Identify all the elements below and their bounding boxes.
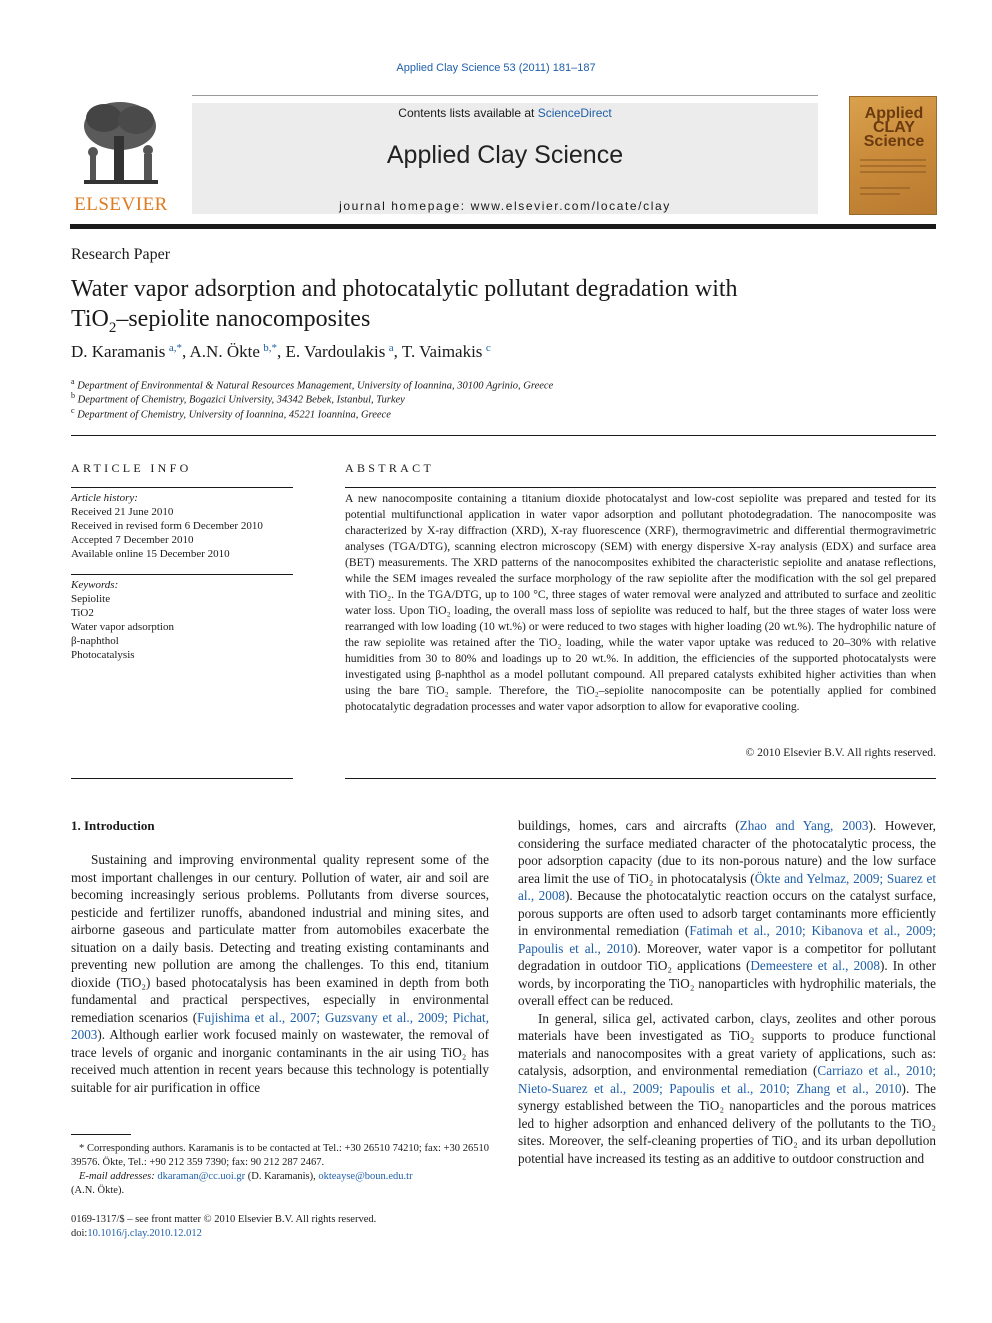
article-info-heading: ARTICLE INFO <box>71 461 192 475</box>
cover-decoration <box>860 171 926 173</box>
body-text: ). Moreover, water vapor is a competitor for pollutant degradation in outdoor TiO₂ applications ( <box>518 940 936 973</box>
citation-link[interactable]: Demeestere et al., 2008 <box>750 958 880 973</box>
body-text: ). In other words, by incorporating the TiO₂ nanoparticles with hydrophilic materials, the overall effect can be reduced. <box>518 958 936 1008</box>
email-line <box>71 1170 489 1198</box>
keyword: β-naphthol <box>71 635 119 647</box>
citation-link[interactable]: Carriazo et al., 2010; Nieto-Suarez et al., 2009; Papoulis et al., 2010; Zhang et al., 2010 <box>518 1063 936 1096</box>
history-item: Received in revised form 6 December 2010 <box>71 520 263 532</box>
history-item: Received 21 June 2010 <box>71 506 174 518</box>
title-line-2 <box>71 304 871 343</box>
body-text: ). The synergy established between the TiO₂ nanoparticles and the porous matrices led to higher adsorption and enhanced delivery of the pollutants to the TiO₂ sites. Moreover, the self-cleaning properties of TiO₂ and its urban depollution potential have increased its testing as an additive to outdoor construction and <box>518 1080 937 1166</box>
body-text: ). However, considering the surface mediated character of the photocatalytic process, the poor adsorption capacity (due to its non-porous nature) and the low surface area limit the use of TiO₂ in photocatalysis ( <box>518 818 936 886</box>
issn-block <box>71 1213 376 1241</box>
author-affiliation-mark[interactable]: a,* <box>168 342 182 354</box>
author-name[interactable]: D. Karamanis <box>71 342 166 361</box>
tree-logo-icon <box>70 96 172 192</box>
elsevier-logo <box>70 96 172 214</box>
title-subscript: 2 <box>108 319 117 336</box>
title-line-1: Water vapor adsorption and photocatalytic pollutant degradation with <box>71 276 738 302</box>
abstract-rule <box>345 487 936 488</box>
title-divider <box>71 435 936 436</box>
article-title <box>71 274 871 343</box>
publisher-name: ELSEVIER <box>74 194 168 215</box>
sciencedirect-link[interactable]: ScienceDirect <box>537 106 612 120</box>
contents-prefix: Contents lists available at <box>398 106 538 120</box>
doi-line <box>71 1227 376 1241</box>
cover-decoration <box>860 159 926 161</box>
paragraph <box>518 817 936 1010</box>
keyword: TiO2 <box>71 607 94 619</box>
abstract-heading: ABSTRACT <box>345 461 435 475</box>
intro-right-column <box>518 817 936 1167</box>
header-top-rule <box>192 95 818 96</box>
title-suffix: –sepiolite nanocomposites <box>116 306 371 332</box>
email-owner: (A.N. Ökte). <box>71 1185 125 1196</box>
article-type: Research Paper <box>71 246 171 263</box>
doi-label: doi: <box>71 1228 88 1239</box>
info-rule <box>71 487 293 488</box>
info-bottom-rule <box>71 778 293 779</box>
cover-decoration <box>860 193 900 195</box>
intro-left-column <box>71 851 489 1096</box>
cover-title: Applied CLAY Science <box>863 105 925 150</box>
title-tio: TiO <box>71 306 109 332</box>
email-link[interactable]: dkaraman@cc.uoi.gr <box>157 1171 246 1182</box>
corresponding-note: * Corresponding authors. Karamanis is to be contacted at Tel.: +30 26510 74210; fax: +30 26510 39576. Ökte, Tel.: +90 212 359 7390; fax: 90 212 287 2467. <box>71 1143 489 1168</box>
affiliation-text: Department of Chemistry, University of Ioannina, 45221 Ioannina, Greece <box>77 409 391 421</box>
front-matter-note: 0169-1317/$ – see front matter © 2010 Elsevier B.V. All rights reserved. <box>71 1214 377 1225</box>
citation-link[interactable]: Fatimah et al., 2010; Kibanova et al., 2009; Papoulis et al., 2010 <box>518 923 936 956</box>
history-item: Available online 15 December 2010 <box>71 548 230 560</box>
body-text: Sustaining and improving environmental quality represent some of the most important challenges in our century. Pollution of water, air and soil are becoming increasingly serious problems. Pollutants from diverse sources, pesticide and fertilizer runoffs, abandoned industrial and mining sites, and airborne gaseous and particulate matter from automobiles exacerbate the situation on a daily basis. Detecting and treating existing contaminants and preventing new pollution are among the challenges. To this end, titanium dioxide (TiO₂) based photocatalysis has been examined in depth from both fundamental and practical perspectives, especially in environmental remediation scenarios ( <box>71 852 489 1025</box>
keywords-label: Keywords: <box>71 579 119 591</box>
article-history <box>71 491 263 561</box>
body-text: ). Although earlier work focused mainly on wastewater, the removal of trace levels of organic and inorganic contaminants in the air using TiO₂ has received much attention in recent years because this technology is potentially suitable for air purification in office <box>71 1027 489 1095</box>
author-affiliation-mark[interactable]: b,* <box>263 342 278 354</box>
cover-decoration <box>860 187 910 189</box>
contents-available-line <box>192 106 818 120</box>
author-name[interactable]: A.N. Ökte <box>189 342 260 361</box>
header-divider <box>70 224 936 229</box>
journal-title: Applied Clay Science <box>386 141 624 169</box>
body-text: ). Because the photocatalytic reaction occurs on the catalyst surface, porous supports are often used to adsorb target contaminants more efficiently in environmental remediation ( <box>518 888 936 938</box>
copyright-notice: © 2010 Elsevier B.V. All rights reserved. <box>745 746 936 759</box>
citation-link[interactable]: Fujishima et al., 2007; Guzsvany et al., 2009; Pichat, 2003 <box>71 1009 489 1042</box>
citation-link[interactable]: Zhao and Yang, 2003 <box>739 818 869 833</box>
cover-decoration <box>860 165 926 167</box>
affiliation-mark: c <box>71 406 75 415</box>
paragraph <box>518 1010 936 1168</box>
footnote-rule <box>71 1134 131 1135</box>
journal-citation[interactable]: Applied Clay Science 53 (2011) 181–187 <box>396 62 596 74</box>
keywords <box>71 578 174 662</box>
affiliation <box>71 406 391 421</box>
author-list: D. Karamanis $^{a,*}$, A.N. Ökte $^{b,*}$, E. Vardoulakis $^a$, T. Vaimakis $^c$ <box>71 342 491 361</box>
affiliation <box>71 391 405 406</box>
abstract-bottom-rule <box>345 778 936 779</box>
affiliation-text: Department of Chemistry, Bogazici University, 34342 Bebek, Istanbul, Turkey <box>77 394 405 406</box>
author-name[interactable]: E. Vardoulakis <box>285 342 386 361</box>
affiliation-text: Department of Environmental & Natural Resources Management, University of Ioannina, 30100 Agrinio, Greece <box>77 380 554 392</box>
history-item: Accepted 7 December 2010 <box>71 534 194 546</box>
author-affiliation-mark[interactable]: a <box>388 342 394 354</box>
affiliation-mark: a <box>71 377 75 386</box>
keyword: Sepiolite <box>71 593 111 605</box>
keyword: Photocatalysis <box>71 649 135 661</box>
keyword: Water vapor adsorption <box>71 621 174 633</box>
corresponding-author-footnote <box>71 1142 489 1198</box>
history-label: Article history: <box>71 492 138 504</box>
body-text: In general, silica gel, activated carbon, clays, zeolites and other porous materials have been investigated as TiO₂ supports to produce functional materials and nanocomposites with a great variety of applications, such as: catalysis, adsorption, and environmental remediation ( <box>518 1010 936 1078</box>
email-owner: (D. Karamanis), <box>245 1171 319 1182</box>
section-heading: 1. Introduction <box>71 818 155 833</box>
affiliation-mark: b <box>71 391 75 400</box>
affiliation <box>71 377 553 392</box>
abstract-text: A new nanocomposite containing a titanium dioxide photocatalyst and low-cost sepiolite was prepared and tested for its potential multifunctional application in water vapor adsorption and pollutant photodegradation. The nanocomposite was characterized by X-ray diffraction (XRD), X-ray fluorescence (XRF), thermogravimetric and differential thermogravimetric analyses (TGA/DTG), scanning electron microscopy (SEM) with energy dispersive X-ray analysis (EDX) and surface area (BET) measurements. The XRD patterns of the nanocomposites exhibited the characteristic sepiolite and anatase reflections, while the SEM images revealed the surface morphology of the raw sepiolite after the modification with the sol gel prepared with TiO₂. In the TGA/DTG, up to 100 °C, three stages of water removal were analyzed and attributed to surface and zeolitic water loss. Upon TiO₂ loading, the overall mass loss of sepiolite was reduced to half, but the three stages of water loss were rearranged with low loading (10 wt.%) or were reduced to two stages with higher loading (20 wt.%). The hydrophilic nature of the raw sepiolite was retained after the TiO₂ loading, while the water vapor uptake was reduced to 20–30% with relative humidities from 30 to 80% and loadings up to 20 wt.%. In addition, the efficiencies of the supported photocatalysts were investigated using β-naphthol as a model pollutant compound. All prepared catalysts exhibited higher activities than when using the bare TiO₂ sample. Therefore, the TiO₂–sepiolite nanocomposite can be potentially applied for combined photocatalytic degradation processes and water vapor adsorption to allow for evaporative cooling. <box>345 492 936 713</box>
author-name[interactable]: T. Vaimakis <box>401 342 483 361</box>
journal-homepage-link[interactable]: journal homepage: www.elsevier.com/locate/clay <box>339 199 671 213</box>
body-text: buildings, homes, cars and aircrafts ( <box>518 818 740 833</box>
email-link[interactable]: okteayse@boun.edu.tr <box>318 1171 413 1182</box>
journal-cover-image[interactable] <box>849 96 937 215</box>
author-affiliation-mark[interactable]: c <box>485 342 491 354</box>
doi-link[interactable]: 10.1016/j.clay.2010.12.012 <box>87 1228 202 1239</box>
info-rule <box>71 574 293 575</box>
citation-link[interactable]: Ökte and Yelmaz, 2009; Suarez et al., 2008 <box>518 870 937 903</box>
email-label: E-mail addresses: <box>79 1171 158 1182</box>
